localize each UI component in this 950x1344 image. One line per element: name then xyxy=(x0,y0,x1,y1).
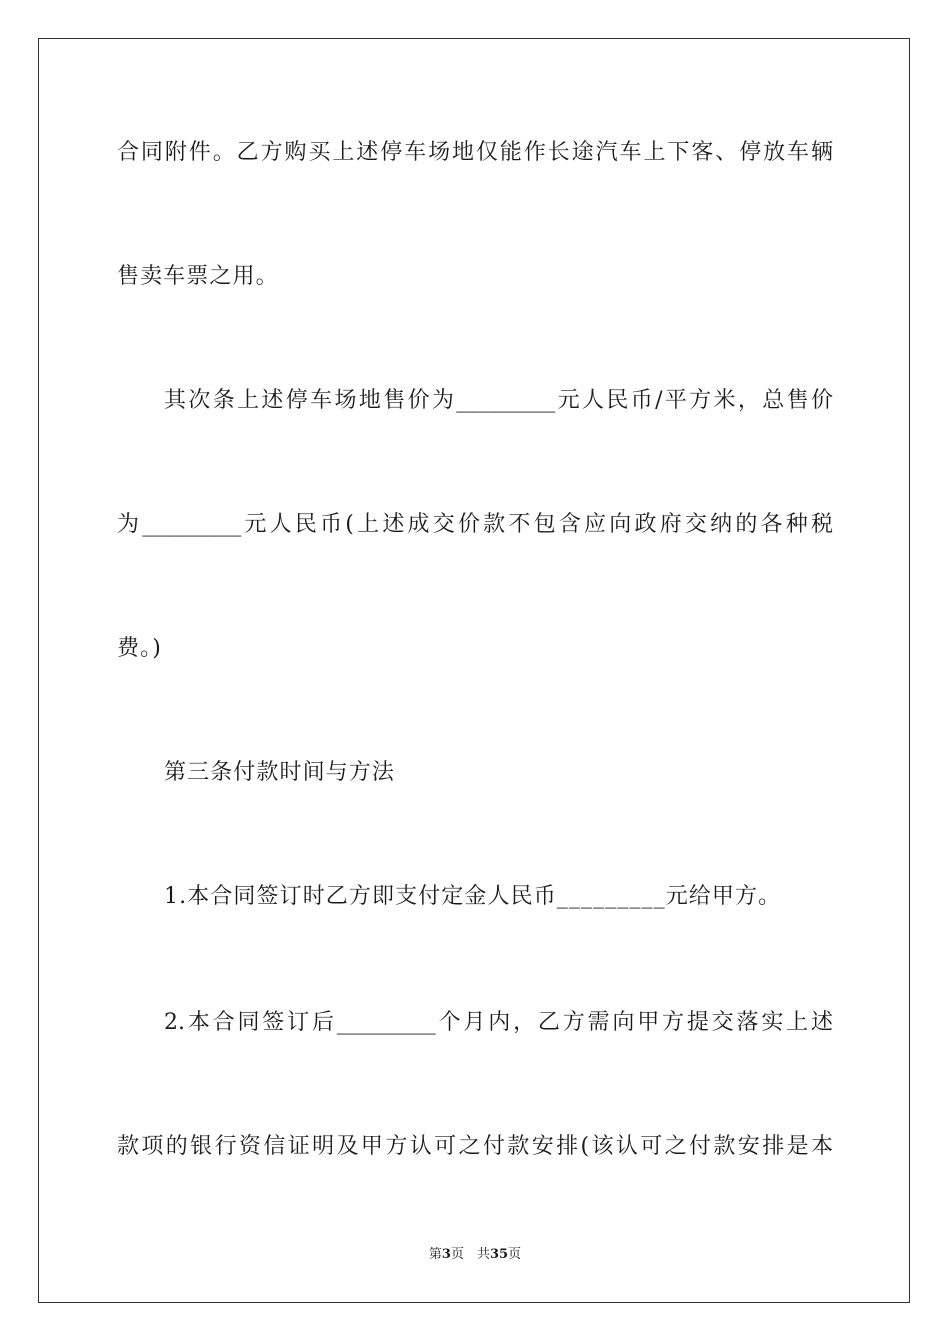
footer-mid: 页 共 xyxy=(450,1247,490,1262)
text-line: 费。) xyxy=(117,636,162,661)
text-line: 款项的银行资信证明及甲方认可之付款安排(该认可之付款安排是本 xyxy=(117,1134,833,1159)
text-line: 售卖车票之用。 xyxy=(117,264,279,289)
text-line: 为_________元人民币(上述成交价款不包含应向政府交纳的各种税 xyxy=(117,512,833,537)
text-line: 1.本合同签订时乙方即支付定金人民币_________元给甲方。 xyxy=(164,884,782,909)
total-page-count: 35 xyxy=(489,1247,509,1262)
text-line: 其次条上述停车场地售价为_________元人民币/平方米，总售价 xyxy=(164,388,833,413)
text-line: 2.本合同签订后_________个月内，乙方需向甲方提交落实上述 xyxy=(164,1010,833,1035)
section-heading: 第三条付款时间与方法 xyxy=(164,760,396,785)
footer-suffix: 页 xyxy=(508,1247,522,1262)
footer-prefix: 第 xyxy=(428,1247,442,1262)
current-page-number: 3 xyxy=(441,1247,451,1262)
text-line: 合同附件。乙方购买上述停车场地仅能作长途汽车上下客、停放车辆 xyxy=(117,140,833,165)
page-footer xyxy=(0,1246,950,1264)
page-frame xyxy=(38,38,910,1303)
